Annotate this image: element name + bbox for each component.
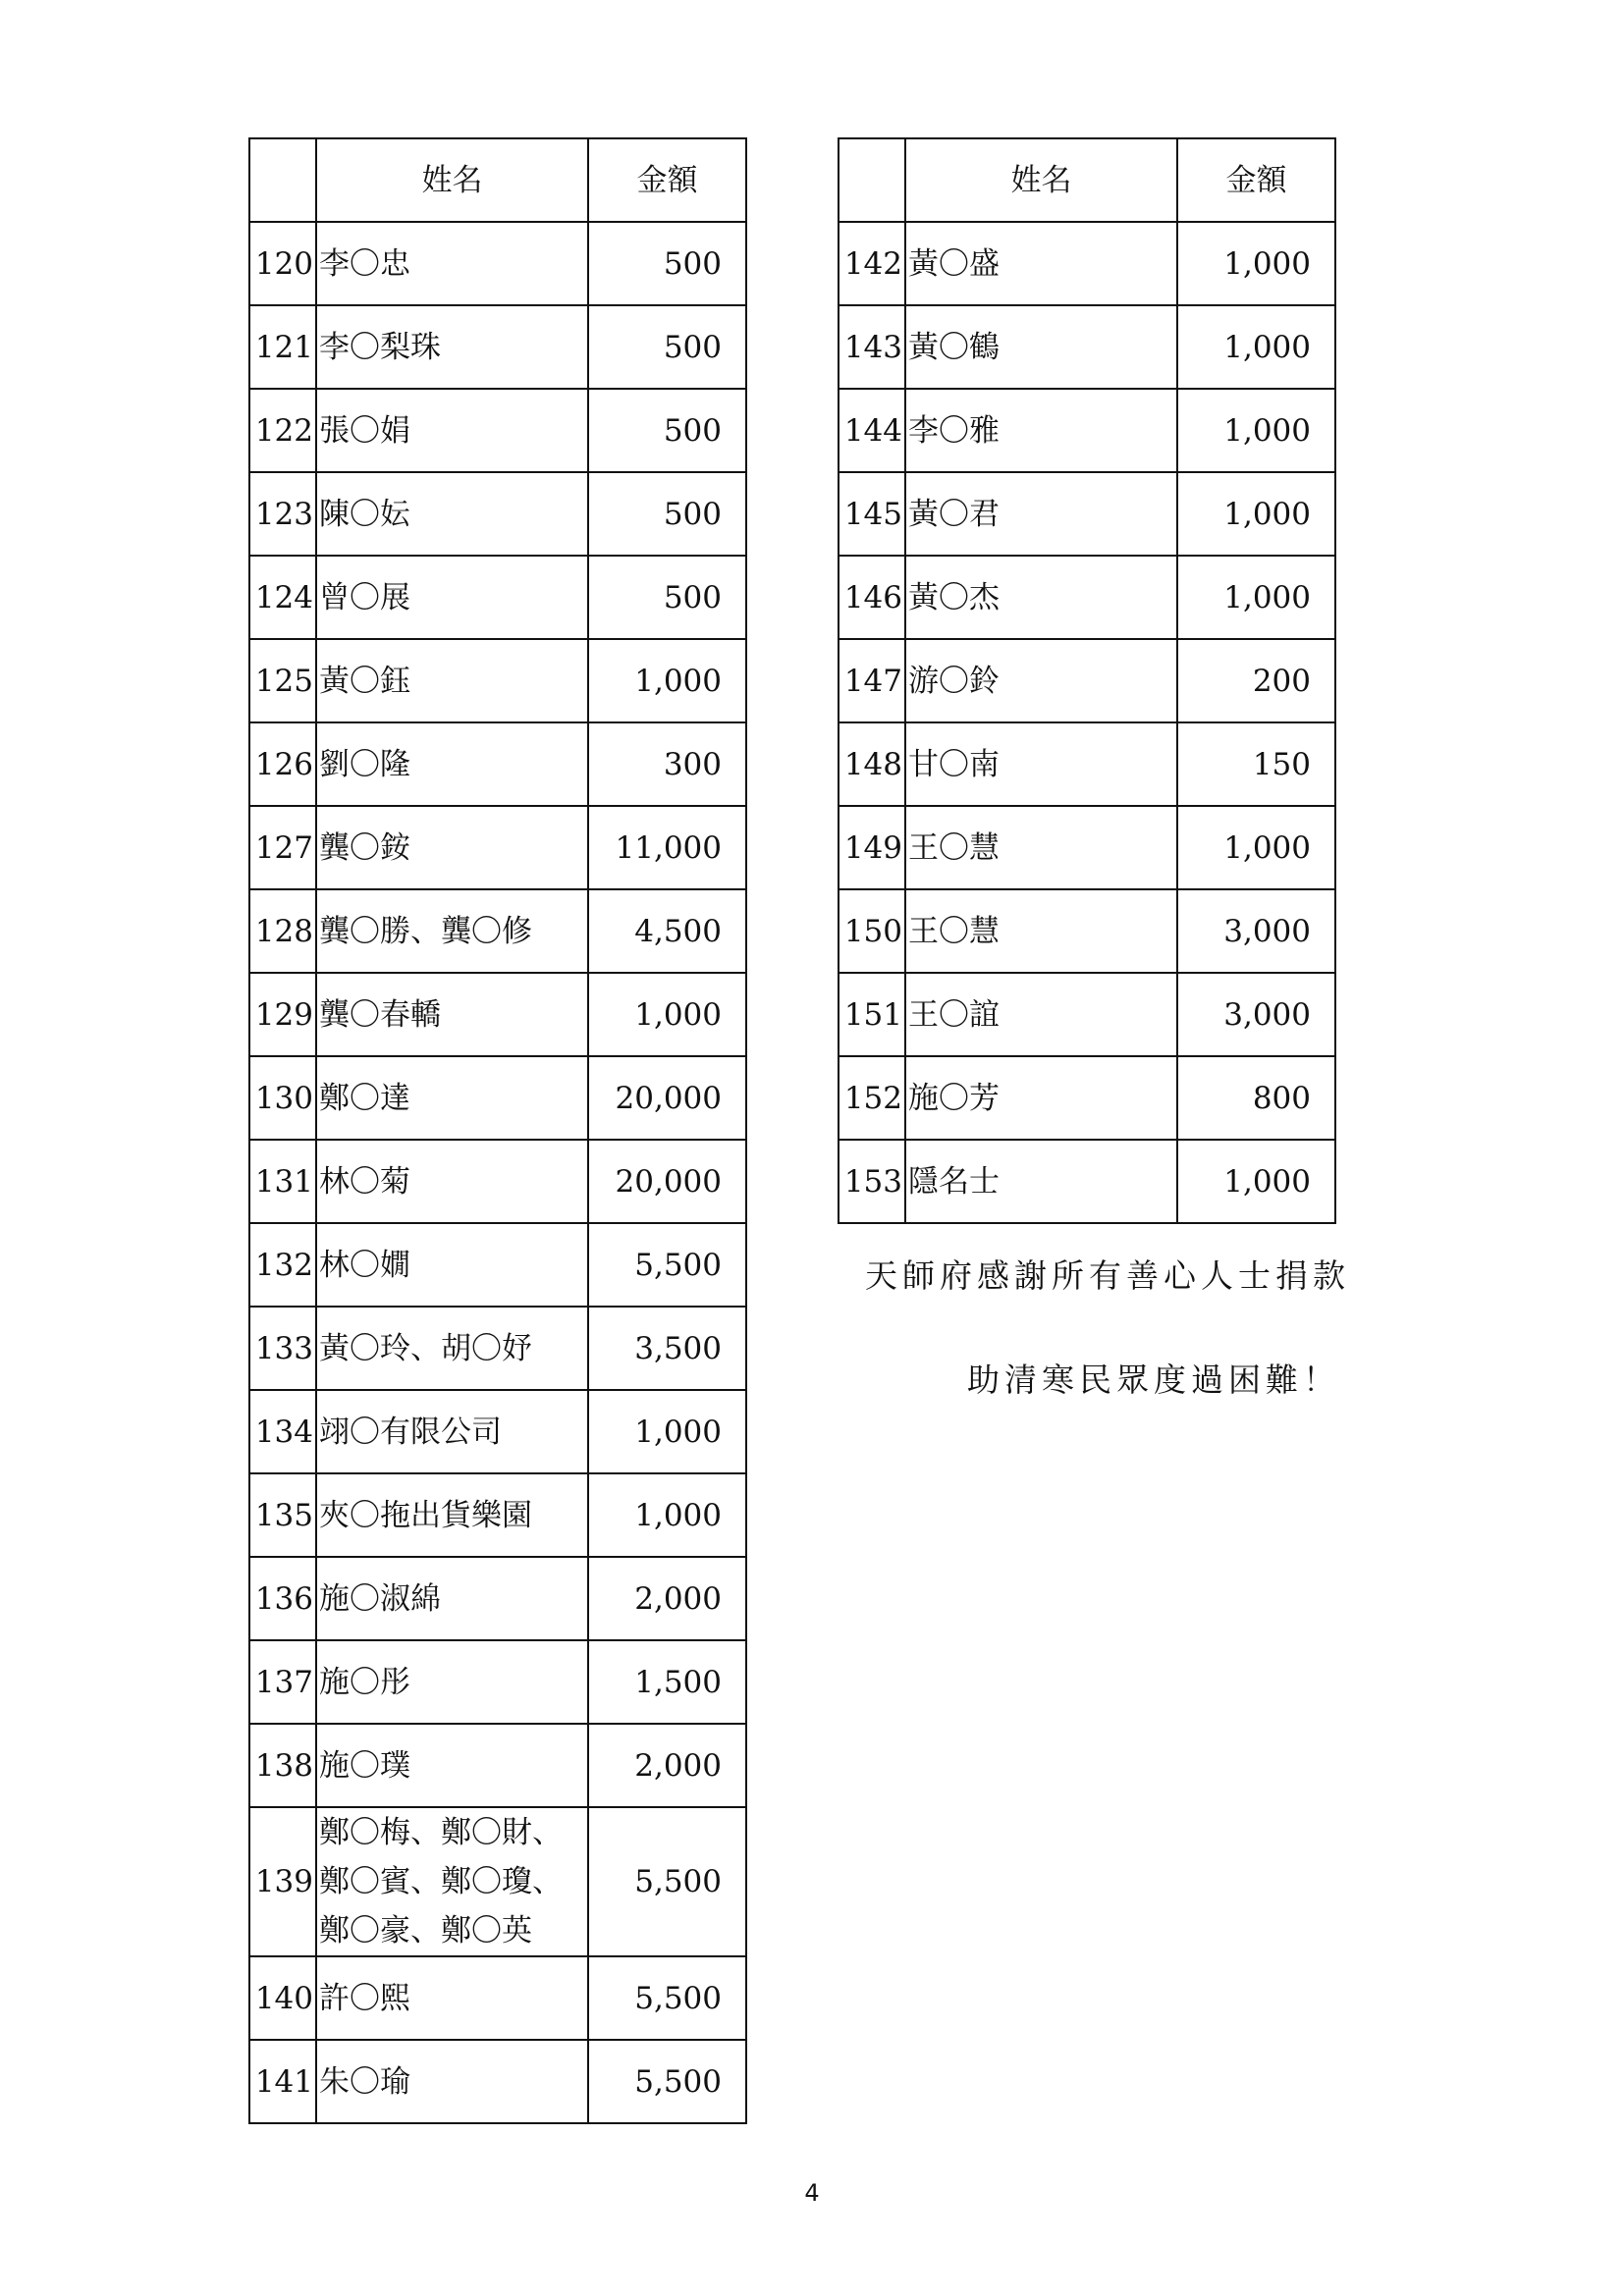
thanks-message-line-1: 天師府感謝所有善心人士捐款: [865, 1256, 1350, 1295]
table-row: [249, 1473, 746, 1557]
donor-name-line: 龔〇勝、龔〇修: [319, 913, 532, 949]
donation-amount: 1,000: [588, 639, 746, 722]
donor-name: [905, 222, 1177, 305]
donor-name-line: 鄭〇豪、鄭〇英: [319, 1913, 532, 1949]
header-amount-cell: 金額: [588, 138, 746, 222]
donor-name: [905, 472, 1177, 556]
table-row: [839, 305, 1335, 389]
donor-name-line: 林〇菊: [319, 1163, 410, 1200]
table-row: [839, 222, 1335, 305]
row-number: 138: [249, 1724, 316, 1807]
row-number: 153: [839, 1140, 905, 1223]
row-number: 125: [249, 639, 316, 722]
row-number: 152: [839, 1056, 905, 1140]
row-number: 134: [249, 1390, 316, 1473]
table-row: [249, 1307, 746, 1390]
donor-name-line: 游〇鈴: [908, 663, 1000, 699]
row-number: 137: [249, 1640, 316, 1724]
table-row: [249, 472, 746, 556]
donation-amount: 20,000: [588, 1056, 746, 1140]
table-row: [839, 472, 1335, 556]
page-number: 4: [804, 2179, 820, 2207]
row-number: 142: [839, 222, 905, 305]
table-row: [839, 889, 1335, 973]
donor-name-line: 鄭〇賓、鄭〇瓊、: [319, 1864, 563, 1899]
donation-amount: 1,000: [1177, 1140, 1335, 1223]
row-number: 149: [839, 806, 905, 889]
donor-name: [905, 889, 1177, 973]
donor-name-line: 黃〇杰: [908, 579, 1000, 615]
donor-name: [316, 639, 588, 722]
donation-amount: 1,000: [588, 973, 746, 1056]
row-number: 143: [839, 305, 905, 389]
donor-name: [316, 806, 588, 889]
header-name-cell: 姓名: [316, 138, 588, 222]
row-number: 132: [249, 1223, 316, 1307]
table-row: [839, 806, 1335, 889]
table-row: [839, 973, 1335, 1056]
table-row: [249, 1724, 746, 1807]
donation-amount: 800: [1177, 1056, 1335, 1140]
donor-name: [316, 1056, 588, 1140]
donor-name-line: 黃〇君: [908, 496, 1000, 532]
donor-name-line: 王〇慧: [908, 913, 1000, 949]
donor-name: [316, 472, 588, 556]
donor-name-line: 施〇芳: [908, 1080, 1000, 1116]
table-row: [249, 1557, 746, 1640]
donor-name-line: 施〇淑綿: [319, 1580, 441, 1617]
donation-amount: 500: [588, 222, 746, 305]
donation-amount: 1,000: [1177, 556, 1335, 639]
donation-amount: 5,500: [588, 1223, 746, 1307]
table-header-row: [839, 138, 1335, 222]
table-row: [839, 389, 1335, 472]
thanks-message-line-2: 助清寒民眾度過困難！: [967, 1361, 1340, 1399]
donor-name-line: 鄭〇達: [319, 1080, 410, 1116]
donation-amount: 500: [588, 472, 746, 556]
table-row: [249, 222, 746, 305]
donor-name-line: 鄭〇梅、鄭〇財、: [319, 1815, 563, 1850]
row-number: 141: [249, 2040, 316, 2123]
row-number: 147: [839, 639, 905, 722]
donor-name: [316, 1640, 588, 1724]
row-number: 131: [249, 1140, 316, 1223]
donation-amount: 200: [1177, 639, 1335, 722]
table-row: [839, 722, 1335, 806]
donation-amount: 1,000: [1177, 389, 1335, 472]
donor-name: [905, 1056, 1177, 1140]
donor-name: [316, 1140, 588, 1223]
donor-name: [316, 889, 588, 973]
donor-name: [905, 806, 1177, 889]
table-header-row: [249, 138, 746, 222]
table-row: [839, 639, 1335, 722]
table-row: [249, 1140, 746, 1223]
table-row: [249, 305, 746, 389]
row-number: 130: [249, 1056, 316, 1140]
donation-amount: 1,000: [588, 1473, 746, 1557]
row-number: 144: [839, 389, 905, 472]
donor-name-line: 劉〇隆: [319, 746, 410, 782]
donor-name: [316, 1724, 588, 1807]
donor-table-left: [248, 137, 747, 2124]
header-name-cell: 姓名: [905, 138, 1177, 222]
table-row: [839, 556, 1335, 639]
donor-name-line: 隱名士: [908, 1163, 1000, 1200]
donor-name: [316, 1956, 588, 2040]
header-amount-cell: 金額: [1177, 138, 1335, 222]
table-row: [249, 639, 746, 722]
donor-name: [905, 722, 1177, 806]
donation-amount: 20,000: [588, 1140, 746, 1223]
table-row: [249, 556, 746, 639]
donation-amount: 3,000: [1177, 973, 1335, 1056]
donor-name: [905, 556, 1177, 639]
donor-name: [316, 305, 588, 389]
donation-amount: 5,500: [588, 1956, 746, 2040]
donation-amount: 1,000: [1177, 806, 1335, 889]
row-number: 124: [249, 556, 316, 639]
donation-amount: 1,000: [1177, 222, 1335, 305]
table-row: [249, 1807, 746, 1956]
donor-name-line: 夾〇拖出貨樂園: [319, 1497, 532, 1533]
donor-name-line: 翊〇有限公司: [319, 1414, 502, 1450]
row-number: 122: [249, 389, 316, 472]
donation-amount: 2,000: [588, 1724, 746, 1807]
donation-amount: 3,000: [1177, 889, 1335, 973]
donor-name: [905, 305, 1177, 389]
donor-name: [316, 1807, 588, 1956]
donor-name-line: 龔〇春轎: [319, 996, 441, 1033]
donor-name-line: 甘〇南: [908, 746, 1000, 782]
donor-name-line: 李〇梨珠: [319, 329, 441, 365]
donor-name: [905, 639, 1177, 722]
donor-name: [316, 222, 588, 305]
donor-name-line: 黃〇鶴: [908, 329, 1000, 365]
row-number: 151: [839, 973, 905, 1056]
row-number: 136: [249, 1557, 316, 1640]
donation-amount: 5,500: [588, 2040, 746, 2123]
table-row: [249, 2040, 746, 2123]
donor-name: [905, 973, 1177, 1056]
table-row: [249, 973, 746, 1056]
donor-name-line: 林〇嫺: [319, 1247, 410, 1283]
donation-amount: 11,000: [588, 806, 746, 889]
donor-name: [316, 1307, 588, 1390]
table-row: [249, 806, 746, 889]
row-number: 128: [249, 889, 316, 973]
row-number: 121: [249, 305, 316, 389]
donor-name-line: 李〇忠: [319, 245, 410, 282]
donor-name-line: 施〇璞: [319, 1747, 410, 1784]
donation-amount: 1,500: [588, 1640, 746, 1724]
row-number: 123: [249, 472, 316, 556]
donation-amount: 4,500: [588, 889, 746, 973]
row-number: 127: [249, 806, 316, 889]
donor-table-right: [838, 137, 1336, 1224]
donor-name-line: 黃〇盛: [908, 245, 1000, 282]
donation-amount: 1,000: [1177, 472, 1335, 556]
donor-name-line: 李〇雅: [908, 412, 1000, 449]
donation-amount: 150: [1177, 722, 1335, 806]
table-row: [839, 1140, 1335, 1223]
table-row: [249, 389, 746, 472]
donor-name-line: 王〇誼: [908, 996, 1000, 1033]
row-number: 139: [249, 1807, 316, 1956]
header-number-cell: [249, 138, 316, 222]
donation-amount: 1,000: [1177, 305, 1335, 389]
row-number: 145: [839, 472, 905, 556]
donor-name-line: 曾〇展: [319, 579, 410, 615]
donor-name: [316, 1223, 588, 1307]
row-number: 135: [249, 1473, 316, 1557]
donation-amount: 1,000: [588, 1390, 746, 1473]
table-row: [249, 1056, 746, 1140]
row-number: 120: [249, 222, 316, 305]
donor-name: [905, 1140, 1177, 1223]
row-number: 150: [839, 889, 905, 973]
donor-name: [316, 1473, 588, 1557]
donation-amount: 2,000: [588, 1557, 746, 1640]
donor-name: [316, 1390, 588, 1473]
donor-name-line: 張〇娟: [319, 412, 410, 449]
row-number: 148: [839, 722, 905, 806]
donor-name-line: 黃〇鈺: [319, 663, 410, 699]
donor-name-line: 朱〇瑜: [319, 2063, 410, 2100]
donation-amount: 500: [588, 389, 746, 472]
row-number: 126: [249, 722, 316, 806]
donation-amount: 5,500: [588, 1807, 746, 1956]
donor-name: [316, 556, 588, 639]
donor-name: [316, 389, 588, 472]
row-number: 133: [249, 1307, 316, 1390]
table-row: [249, 1223, 746, 1307]
donor-name-line: 黃〇玲、胡〇妤: [319, 1330, 532, 1366]
donor-name: [316, 2040, 588, 2123]
table-row: [249, 1390, 746, 1473]
donor-name-line: 許〇熙: [319, 1980, 410, 2016]
donor-name: [905, 389, 1177, 472]
donor-name: [316, 1557, 588, 1640]
row-number: 129: [249, 973, 316, 1056]
donation-amount: 500: [588, 556, 746, 639]
donor-name-line: 施〇彤: [319, 1664, 410, 1700]
table-row: [249, 1640, 746, 1724]
donor-name: [316, 973, 588, 1056]
table-row: [249, 1956, 746, 2040]
table-row: [249, 889, 746, 973]
donor-name-line: 王〇慧: [908, 829, 1000, 866]
donation-amount: 300: [588, 722, 746, 806]
donor-name: [316, 722, 588, 806]
header-number-cell: [839, 138, 905, 222]
row-number: 146: [839, 556, 905, 639]
donation-amount: 3,500: [588, 1307, 746, 1390]
donation-amount: 500: [588, 305, 746, 389]
donor-name-line: 龔〇銨: [319, 829, 410, 866]
table-row: [249, 722, 746, 806]
donor-name-line: 陳〇妘: [319, 496, 410, 532]
table-row: [839, 1056, 1335, 1140]
row-number: 140: [249, 1956, 316, 2040]
